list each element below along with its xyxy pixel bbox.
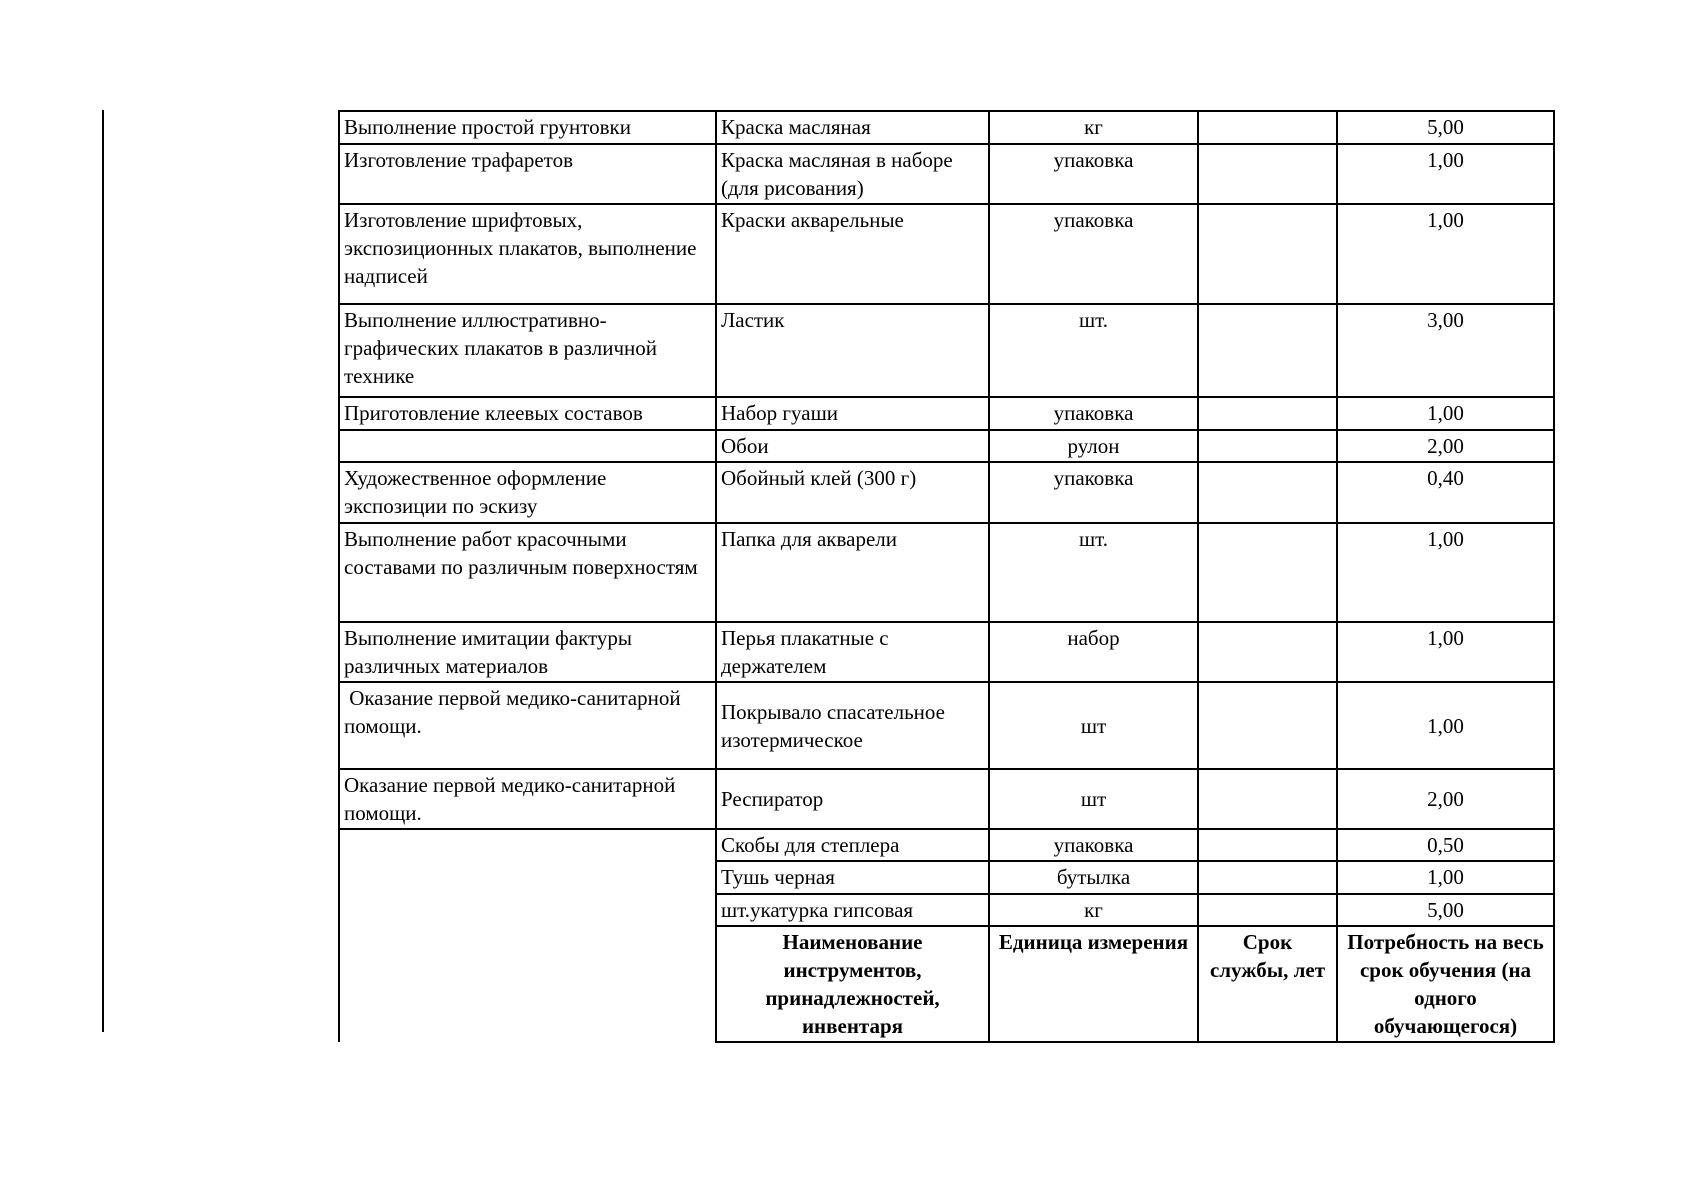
service-life-cell [1198,622,1337,682]
quantity-cell: 1,00 [1337,204,1554,304]
quantity-cell: 0,40 [1337,462,1554,523]
table-row [339,111,1554,144]
unit-cell: шт. [989,304,1198,397]
quantity-cell: 1,00 [1337,144,1554,204]
service-life-cell [1198,304,1337,397]
unit-cell: набор [989,622,1198,682]
task-cell-empty [339,829,716,1042]
service-life-cell [1198,462,1337,523]
service-life-cell [1198,430,1337,462]
task-cell: Изготовление шрифтовых, экспозиционных плакатов, выполнение надписей [339,204,716,304]
unit-cell: упаковка [989,204,1198,304]
item-name-cell: Набор гуаши [716,397,989,430]
table-row [339,204,1554,304]
table-row [339,523,1554,622]
task-cell: Выполнение работ красочными составами по различным поверхностям [339,523,716,622]
quantity-cell: 0,50 [1337,829,1554,861]
quantity-cell: 1,00 [1337,622,1554,682]
task-cell: Выполнение простой грунтовки [339,111,716,144]
item-name-cell: Ластик [716,304,989,397]
table-row [339,682,1554,769]
table-row [339,144,1554,204]
item-name-cell: шт.укатурка гипсовая [716,894,989,926]
item-name-cell: Перья плакатные с держателем [716,622,989,682]
task-cell: Приготовление клеевых составов [339,397,716,430]
header-quantity: Потребность на весь срок обучения (на одного обучающегося) [1337,926,1554,1042]
unit-cell: бутылка [989,861,1198,894]
service-life-cell [1198,111,1337,144]
service-life-cell [1198,861,1337,894]
quantity-cell: 5,00 [1337,111,1554,144]
service-life-cell [1198,144,1337,204]
quantity-cell: 1,00 [1337,682,1554,769]
quantity-cell: 2,00 [1337,430,1554,462]
quantity-cell: 5,00 [1337,894,1554,926]
item-name-cell: Краски акварельные [716,204,989,304]
unit-cell: упаковка [989,397,1198,430]
unit-cell: шт [989,769,1198,829]
unit-cell: рулон [989,430,1198,462]
materials-table [338,110,1555,1043]
header-service-life: Срок службы, лет [1198,926,1337,1042]
service-life-cell [1198,682,1337,769]
header-unit: Единица измерения [989,926,1198,1042]
quantity-cell: 1,00 [1337,861,1554,894]
service-life-cell [1198,204,1337,304]
task-cell: Изготовление трафаретов [339,144,716,204]
task-cell [339,430,716,462]
quantity-cell: 3,00 [1337,304,1554,397]
table-row [339,829,1554,861]
service-life-cell [1198,523,1337,622]
service-life-cell [1198,829,1337,861]
task-cell: Оказание первой медико-санитарной помощи. [339,769,716,829]
table-row [339,397,1554,430]
item-name-cell: Обои [716,430,989,462]
table-row [339,430,1554,462]
quantity-cell: 1,00 [1337,523,1554,622]
table-row [339,622,1554,682]
unit-cell: шт [989,682,1198,769]
item-name-cell: Скобы для степлера [716,829,989,861]
quantity-cell: 1,00 [1337,397,1554,430]
task-cell: Выполнение иллюстративно-графических плакатов в различной технике [339,304,716,397]
table-row [339,769,1554,829]
table-row [339,304,1554,397]
service-life-cell [1198,894,1337,926]
task-cell: Оказание первой медико-санитарной помощи. [339,682,716,769]
item-name-cell: Обойный клей (300 г) [716,462,989,523]
item-name-cell: Респиратор [716,769,989,829]
unit-cell: упаковка [989,462,1198,523]
item-name-cell: Тушь черная [716,861,989,894]
unit-cell: кг [989,111,1198,144]
task-cell: Выполнение имитации фактуры различных материалов [339,622,716,682]
header-item-name: Наименование инструментов, принадлежностей, инвентаря [716,926,989,1042]
quantity-cell: 2,00 [1337,769,1554,829]
unit-cell: шт. [989,523,1198,622]
unit-cell: упаковка [989,829,1198,861]
page-left-rule [102,110,104,1032]
item-name-cell: Краска масляная в наборе (для рисования) [716,144,989,204]
unit-cell: упаковка [989,144,1198,204]
item-name-cell: Папка для акварели [716,523,989,622]
service-life-cell [1198,397,1337,430]
task-cell: Художественное оформление экспозиции по эскизу [339,462,716,523]
table-row [339,462,1554,523]
item-name-cell: Покрывало спасательное изотермическое [716,682,989,769]
service-life-cell [1198,769,1337,829]
unit-cell: кг [989,894,1198,926]
item-name-cell: Краска масляная [716,111,989,144]
